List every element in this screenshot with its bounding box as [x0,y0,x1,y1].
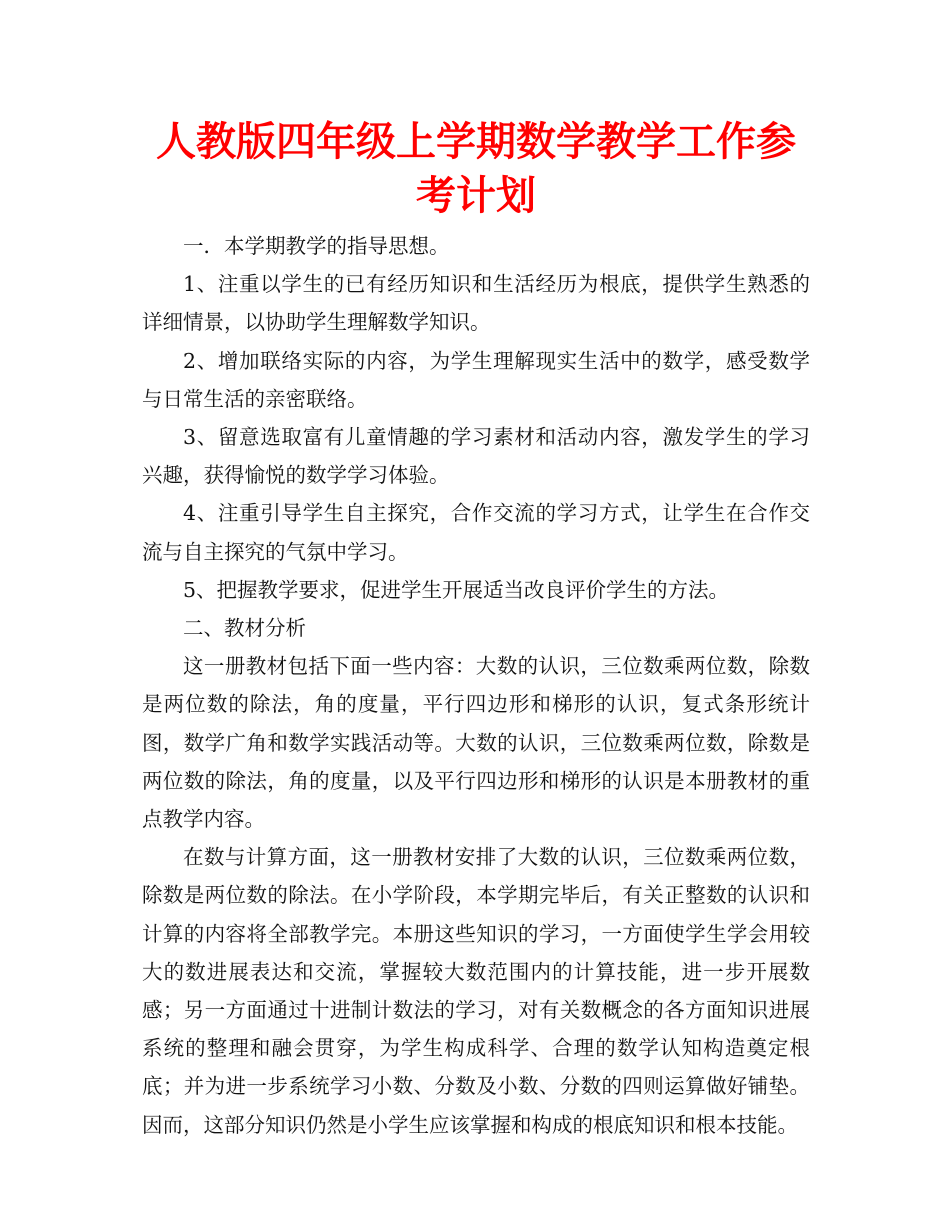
paragraph-guiding-2: 2、增加联络实际的内容，为学生理解现实生活中的数学，感受数学与日常生活的亲密联络。 [142,348,810,411]
paragraph-guiding-3: 3、留意选取富有儿童情趣的学习素材和活动内容，激发学生的学习兴趣，获得愉悦的数学学习体验。 [142,425,810,488]
paragraph-guiding-5: 5、把握教学要求，促进学生开展适当改良评价学生的方法。 [183,577,730,602]
paragraph-guiding-1: 1、注重以学生的已有经历知识和生活经历为根底，提供学生熟悉的详细情景，以协助学生理解数学知识。 [142,272,810,335]
paragraph-textbook-heading: 二、教材分析 [183,616,306,641]
paragraph-textbook-content: 这一册教材包括下面一些内容：大数的认识，三位数乘两位数，除数是两位数的除法，角的度量，平行四边形和梯形的认识，复式条形统计图，数学广角和数学实践活动等。大数的认识，三位数乘两位数，除数是两位数的除法，角的度量，以及平行四边形和梯形的认识是本册教材的重点教学内容。 [142,654,810,832]
document-page [142,115,810,1144]
paragraph-guiding-heading: 一．本学期教学的指导思想。 [183,234,450,258]
document-title: 人教版四年级上学期数学教学工作参考计划 [156,118,796,219]
paragraph-guiding-4: 4、注重引导学生自主探究，合作交流的学习方式，让学生在合作交流与自主探究的气氛中学习。 [142,501,810,564]
paragraph-number-computation: 在数与计算方面，这一册教材安排了大数的认识，三位数乘两位数，除数是两位数的除法。在小学阶段，本学期完毕后，有关正整数的认识和计算的内容将全部教学完。本册这些知识的学习，一方面使学生学会用较大的数进展表达和交流，掌握较大数范围内的计算技能，进一步开展数感；另一方面通过十进制计数法的学习，对有关数概念的各方面知识进展系统的整理和融会贯穿，为学生构成科学、合理的数学认知构造奠定根底；并为进一步系统学习小数、分数及小数、分数的四则运算做好铺垫。因而，这部分知识仍然是小学生应该掌握和构成的根底知识和根本技能。 [142,845,810,1137]
